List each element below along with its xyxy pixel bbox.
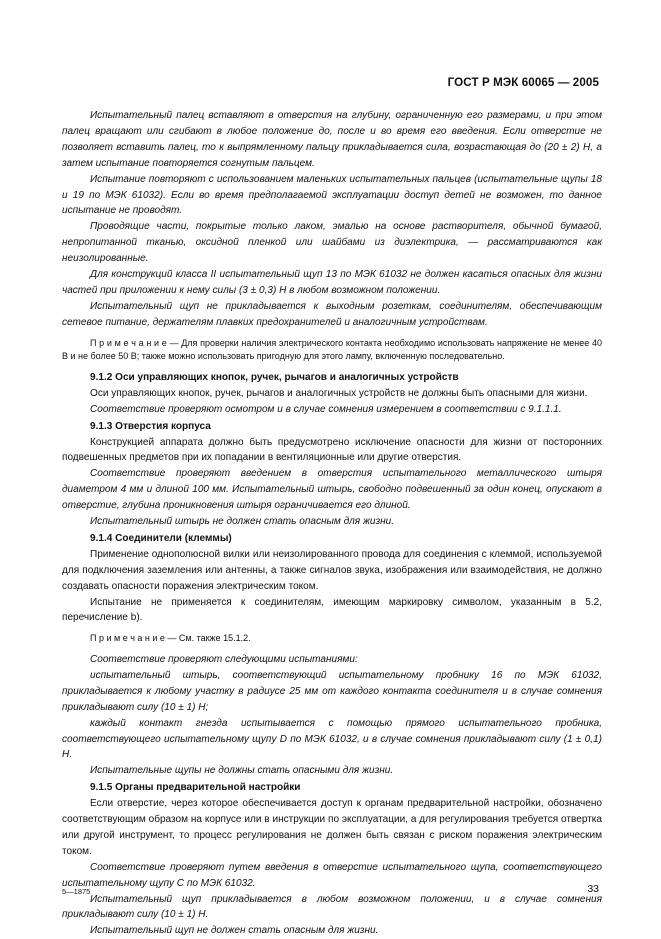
document-body [62, 108, 602, 939]
paragraph: Испытательные щупы не должны стать опасными для жизни. [90, 765, 394, 777]
paragraph: Соответствие проверяют введением в отверстия испытательного металлического штыря диаметром 4 мм и длиной 100 мм. Испытательный штырь, свободно подвешенный за один конец, опускают в отверстие, глубина проникновения штыря ограничивается его длиной. [62, 468, 602, 512]
paragraph: Испытательный штырь не должен стать опасным для жизни. [90, 516, 395, 528]
paragraph: Если отверстие, через которое обеспечивается доступ к органам предварительной настройки, обозначено соответствующим образом на корпусе или в инструкции по эксплуатации, а для регулирования требуется отвертка или другой инструмент, то процесс регулирования не должен быть связан с риском поражения электрическим током. [62, 798, 602, 857]
paragraph: Испытание повторяют с использованием маленьких испытательных пальцев (испытательные щупы 18 и 19 по МЭК 61032). Если во время предполагаемой эксплуатации доступ детей не возможен, то данное испытание не проводят. [62, 173, 602, 217]
note-label: П р и м е ч а н и е [90, 633, 165, 644]
paragraph: Испытательный щуп прикладывается в любом возможном положении, и в случае сомнения прикладывают силу (10 ± 1) Н. [62, 893, 602, 921]
paragraph: каждый контакт гнезда испытывается с помощью прямого испытательного пробника, соответствующего испытательному щупу D по МЭК 61032, и в случае сомнения прикладывают силу (1 ± 0,1) Н. [62, 717, 602, 761]
paragraph: Применение однополюсной вилки или неизолированного провода для соединения с клеммой, используемой для подключения заземления или антенны, а также сигналов звука, изображения или взаимодействия, не должно создавать опасности поражения электрическим током. [62, 548, 602, 592]
section-heading-9-1-5: 9.1.5 Органы предварительной настройки [90, 782, 301, 794]
print-code: 5—1875 [62, 887, 91, 896]
paragraph: Испытательный щуп не прикладывается к выходным розеткам, соединителям, обеспечивающим сетевое питание, держателям плавких предохранителей и аналогичным устройствам. [62, 300, 602, 328]
paragraph: Испытательный палец вставляют в отверстия на глубину, ограниченную его размерами, и при этом палец вращают или сгибают в любое положение до, после и во время его введения. Если отверстие не позволяет вставить палец, то к выпрямленному пальцу прикладывается сила, возрастающая до (20 ± 2) Н, а затем испытание повторяется согнутым пальцем. [62, 110, 602, 169]
paragraph: Проводящие части, покрытые только лаком, эмалью на основе растворителя, обычной бумагой, непропитанной тканью, оксидной пленкой или шайбами из диэлектрика, — рассматриваются как неизолированные. [62, 221, 602, 265]
paragraph: Соответствие проверяют следующими испытаниями: [90, 653, 358, 665]
paragraph: Конструкцией аппарата должно быть предусмотрено исключение опасности для жизни от посторонних подвешенных предметов при их попадании в вентиляционные или другие отверстия. [62, 436, 602, 464]
note [62, 632, 602, 646]
page-number: 33 [587, 883, 599, 895]
paragraph: Испытательный щуп не должен стать опасным для жизни. [90, 925, 379, 937]
paragraph: Испытание не применяется к соединителям, имеющим маркировку символом, указанным в 5.2, перечисление b). [62, 596, 602, 624]
note-text: — Для проверки наличия электрического контакта необходимо использовать напряжение не менее 40 В и не более 50 В; также можно использовать пригодную для этого лампу, включенную последовательно. [62, 337, 602, 362]
note-text: — См. также 15.1.2. [164, 633, 251, 644]
section-heading-9-1-3: 9.1.3 Отверстия корпуса [90, 420, 211, 432]
paragraph: Для конструкций класса II испытательный щуп 13 по МЭК 61032 не должен касаться опасных для жизни частей при приложении к нему силы (3 ± 0,3) Н в любом возможном положении. [62, 269, 602, 296]
section-heading-9-1-4: 9.1.4 Соединители (клеммы) [90, 532, 232, 544]
paragraph: Соответствие проверяют путем введения в отверстие испытательного щупа, соответствующего испытательному щупу С по МЭК 61032. [62, 861, 602, 889]
paragraph: Оси управляющих кнопок, ручек, рычагов и аналогичных устройств не должны быть опасными для жизни. [90, 387, 588, 399]
document-header: ГОСТ Р МЭК 60065 — 2005 [447, 76, 599, 89]
section-heading-9-1-2: 9.1.2 Оси управляющих кнопок, ручек, рычагов и аналогичных устройств [90, 371, 459, 383]
note-label: П р и м е ч а н и е [90, 337, 167, 348]
paragraph: испытательный штырь, соответствующий испытательному пробнику 16 по МЭК 61032, прикладывается к любому участку в радиусе 25 мм от каждого контакта соединителя и в случае сомнения прикладывают силу (10 ± 1) Н; [62, 669, 602, 713]
paragraph: Соответствие проверяют осмотром и в случае сомнения измерением в соответствии с 9.1.1.1. [90, 403, 562, 415]
note [62, 337, 602, 364]
